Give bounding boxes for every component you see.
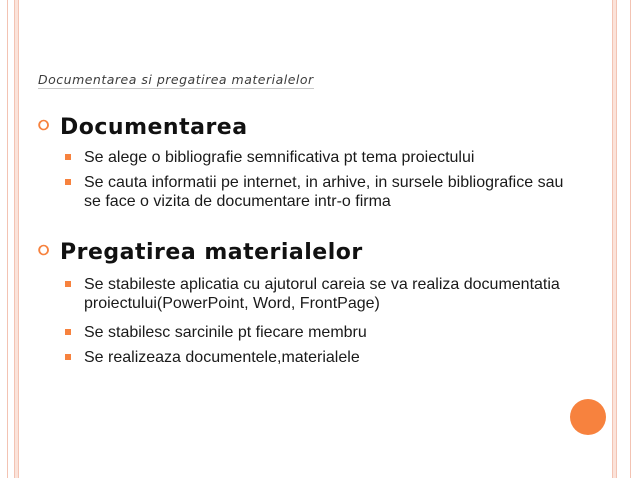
hollow-circle-bullet-icon: ⭘ [38, 243, 50, 259]
list-item-text: Se alege o bibliografie semnificativa pt tema proiectului [84, 149, 475, 166]
square-bullet-icon [65, 281, 71, 287]
hollow-circle-bullet-icon: ⭘ [38, 118, 50, 134]
list-item [65, 348, 565, 367]
slide-title: Documentarea si pregatirea materialelor [38, 72, 314, 87]
list-item [65, 148, 565, 167]
list-item [65, 275, 565, 313]
list-item [65, 173, 565, 211]
square-bullet-icon [65, 354, 71, 360]
left-decorative-stripe [14, 0, 19, 478]
right-decorative-stripe [612, 0, 617, 478]
square-bullet-icon [65, 329, 71, 335]
list-item-text: Se stabilesc sarcinile pt fiecare membru [84, 324, 367, 341]
section-heading-label: Documentarea [60, 115, 248, 140]
list-item-text: Se stabileste aplicatia cu ajutorul careia se va realiza documentatia proiectului(PowerPoint, Word, FrontPage) [84, 276, 560, 312]
list-item [65, 323, 565, 342]
orange-circle-decoration [570, 399, 606, 435]
section-heading-documentarea [38, 115, 248, 140]
section-heading-label: Pregatirea materialelor [60, 240, 363, 265]
square-bullet-icon [65, 179, 71, 185]
section-heading-pregatirea-materialelor [38, 240, 363, 265]
square-bullet-icon [65, 154, 71, 160]
list-item-text: Se realizeaza documentele,materialele [84, 349, 360, 366]
list-item-text: Se cauta informatii pe internet, in arhive, in sursele bibliografice sau se face o vizita de documentare intr-o firma [84, 174, 564, 210]
